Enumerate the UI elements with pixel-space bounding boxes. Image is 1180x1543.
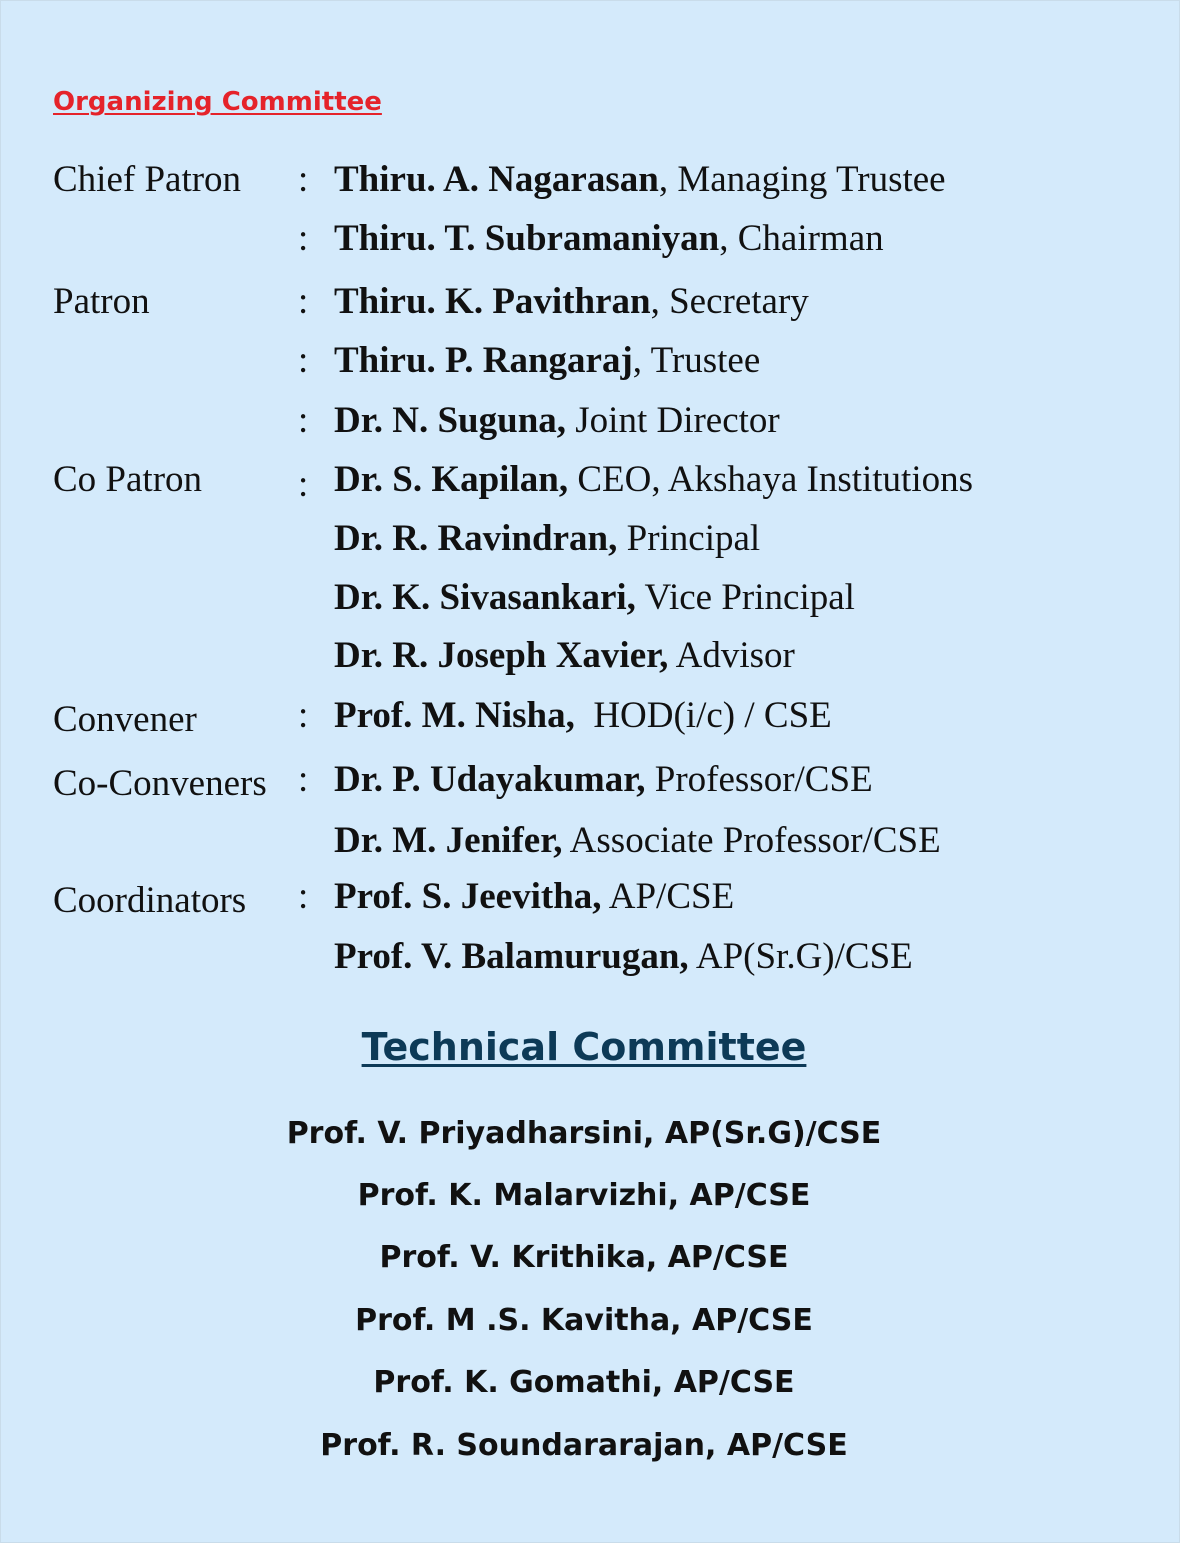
member-entry (334, 277, 809, 327)
member-designation: Advisor (668, 635, 795, 676)
member-name: Dr. P. Udayakumar, (334, 759, 646, 800)
committee-row (1, 277, 1180, 327)
member-entry (334, 573, 855, 623)
member-name: Dr. K. Sivasankari, (334, 577, 636, 618)
role-label: Patron (53, 281, 150, 322)
member-designation: , Trustee (632, 340, 761, 381)
separator: : (298, 218, 309, 259)
committee-row (1, 816, 1180, 866)
separator: : (298, 759, 309, 800)
separator: : (298, 159, 309, 200)
member-entry (334, 514, 760, 564)
role-label: Co-Conveners (53, 763, 267, 804)
member-designation: HOD(i/c) / CSE (574, 695, 832, 736)
member-entry (334, 214, 884, 264)
member-designation: Associate Professor/CSE (562, 820, 941, 861)
member-entry (334, 455, 973, 505)
member-designation: CEO, Akshaya Institutions (568, 459, 974, 500)
role-label: Chief Patron (53, 159, 242, 200)
member-designation: Vice Principal (635, 577, 855, 618)
committee-row (1, 396, 1180, 446)
committee-row (1, 691, 1180, 741)
member-entry (334, 336, 760, 386)
member-designation: , Chairman (719, 218, 884, 259)
technical-member: Prof. R. Soundararajan, AP/CSE (320, 1428, 848, 1463)
member-name: Thiru. A. Nagarasan (334, 159, 659, 200)
technical-member: Prof. M .S. Kavitha, AP/CSE (355, 1303, 813, 1338)
technical-member: Prof. V. Priyadharsini, AP(Sr.G)/CSE (286, 1116, 882, 1151)
member-entry (334, 872, 734, 922)
member-name: Prof. V. Balamurugan, (334, 936, 689, 977)
member-entry (334, 396, 780, 446)
member-name: Prof. S. Jeevitha, (334, 876, 602, 917)
member-name: Dr. R. Ravindran, (334, 518, 618, 559)
committee-row (1, 155, 1180, 205)
technical-member: Prof. V. Krithika, AP/CSE (379, 1240, 789, 1275)
member-name: Dr. N. Suguna, (334, 400, 567, 441)
technical-member: Prof. K. Malarvizhi, AP/CSE (357, 1178, 811, 1213)
member-name: Thiru. P. Rangaraj (334, 340, 633, 381)
separator: : (298, 340, 309, 381)
separator: : (298, 400, 309, 441)
separator: : (298, 464, 309, 505)
member-designation: AP/CSE (601, 876, 735, 917)
member-designation: , Managing Trustee (658, 159, 946, 200)
committee-row (1, 631, 1180, 681)
separator: : (298, 695, 309, 736)
member-entry (334, 755, 873, 805)
organizing-committee-heading: Organizing Committee (53, 87, 382, 117)
committee-row (1, 755, 1180, 805)
member-name: Thiru. T. Subramaniyan (334, 218, 720, 259)
technical-committee-heading: Technical Committee (361, 1025, 807, 1069)
committee-row (1, 214, 1180, 264)
member-designation: Principal (617, 518, 761, 559)
member-entry (334, 691, 832, 741)
member-designation: , Secretary (650, 281, 809, 322)
member-entry (334, 155, 946, 205)
committee-row (1, 455, 1180, 505)
role-label: Coordinators (53, 880, 247, 921)
member-name: Thiru. K. Pavithran (334, 281, 651, 322)
member-entry (334, 631, 795, 681)
committee-row (1, 932, 1180, 982)
member-name: Dr. R. Joseph Xavier, (334, 635, 669, 676)
role-label: Co Patron (53, 459, 203, 500)
committee-row (1, 514, 1180, 564)
member-designation: Professor/CSE (645, 759, 873, 800)
separator: : (298, 876, 309, 917)
member-designation: Joint Director (566, 400, 780, 441)
committee-row (1, 872, 1180, 922)
separator: : (298, 281, 309, 322)
member-designation: AP(Sr.G)/CSE (688, 936, 913, 977)
role-label: Convener (53, 699, 197, 740)
committee-row (1, 336, 1180, 386)
member-name: Dr. M. Jenifer, (334, 820, 563, 861)
member-entry (334, 816, 941, 866)
member-name: Dr. S. Kapilan, (334, 459, 569, 500)
member-entry (334, 932, 913, 982)
technical-member: Prof. K. Gomathi, AP/CSE (373, 1365, 795, 1400)
committee-row (1, 573, 1180, 623)
member-name: Prof. M. Nisha, (334, 695, 575, 736)
